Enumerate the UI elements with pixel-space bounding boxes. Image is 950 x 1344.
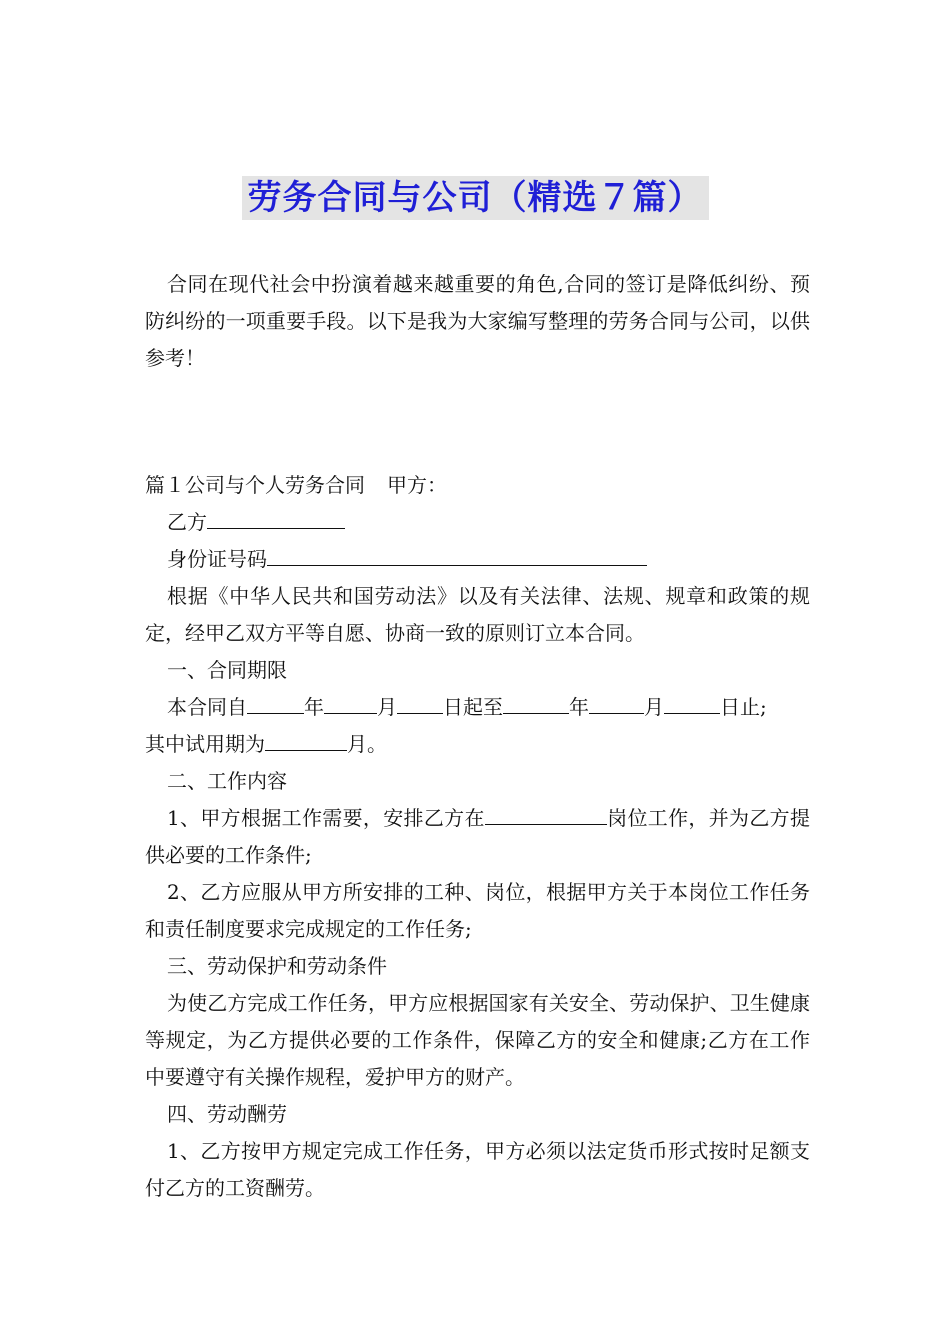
term-month-label: 月 — [377, 695, 397, 719]
id-number-line — [145, 541, 810, 578]
party-a-label: 甲方： — [387, 473, 447, 497]
end-day-blank[interactable] — [664, 689, 720, 714]
trial-period-blank[interactable] — [265, 726, 347, 751]
trial-prefix: 其中试用期为 — [145, 732, 265, 756]
document-title: 劳务合同与公司（精选７篇） — [242, 176, 709, 220]
start-month-blank[interactable] — [324, 689, 377, 714]
title-area — [0, 176, 950, 220]
protection-paragraph: 为使乙方完成工作任务，甲方应根据国家有关安全、劳动保护、卫生健康等规定，为乙方提供必要的工作条件，保障乙方的安全和健康;乙方在工作中要遵守有关操作规程，爱护甲方的财产。 — [145, 991, 810, 1089]
term-end-day-label: 日止; — [720, 695, 767, 719]
section-2-heading: 二、工作内容 — [167, 769, 287, 793]
start-year-blank[interactable] — [247, 689, 304, 714]
intro-paragraph: 合同在现代社会中扮演着越来越重要的角色,合同的签订是降低纠纷、预防纠纷的一项重要手段。以下是我为大家编写整理的劳务合同与公司，以供参考！ — [145, 272, 810, 370]
work-item-1 — [145, 800, 810, 874]
id-number-blank[interactable] — [267, 541, 647, 566]
work-item-1-prefix: 1、甲方根据工作需要，安排乙方在 — [167, 806, 485, 830]
term-prefix: 本合同自 — [167, 695, 247, 719]
party-b-label: 乙方 — [167, 510, 207, 534]
term-year-label: 年 — [304, 695, 324, 719]
party-b-blank[interactable] — [207, 504, 345, 529]
id-number-label: 身份证号码 — [167, 547, 267, 571]
section-1-heading: 一、合同期限 — [167, 658, 287, 682]
work-item-1-suffix: 岗位工作，并为乙方提供必要的工作条件; — [145, 806, 810, 867]
end-month-blank[interactable] — [589, 689, 644, 714]
chapter-heading: 篇１公司与个人劳务合同 — [145, 473, 365, 497]
legal-basis-paragraph: 根据《中华人民共和国劳动法》以及有关法律、法规、规章和政策的规定，经甲乙双方平等自愿、协商一致的原则订立本合同。 — [145, 584, 810, 645]
trial-suffix: 月。 — [347, 732, 387, 756]
document-body — [145, 266, 810, 1207]
pay-item-1: 1、乙方按甲方规定完成工作任务，甲方必须以法定货币形式按时足额支付乙方的工资酬劳。 — [145, 1139, 810, 1200]
start-day-blank[interactable] — [397, 689, 443, 714]
trial-period-line — [145, 726, 810, 763]
chapter-heading-line — [145, 467, 810, 504]
party-b-line — [145, 504, 810, 541]
contract-term-line — [145, 689, 810, 726]
end-year-blank[interactable] — [503, 689, 569, 714]
term-end-month-label: 月 — [644, 695, 664, 719]
section-4-heading: 四、劳动酬劳 — [167, 1102, 287, 1126]
work-item-2: 2、乙方应服从甲方所安排的工种、岗位，根据甲方关于本岗位工作任务和责任制度要求完成规定的工作任务; — [145, 880, 810, 941]
term-end-year-label: 年 — [569, 695, 589, 719]
term-day-label: 日起至 — [443, 695, 503, 719]
post-blank[interactable] — [485, 800, 607, 825]
section-3-heading: 三、劳动保护和劳动条件 — [167, 954, 387, 978]
